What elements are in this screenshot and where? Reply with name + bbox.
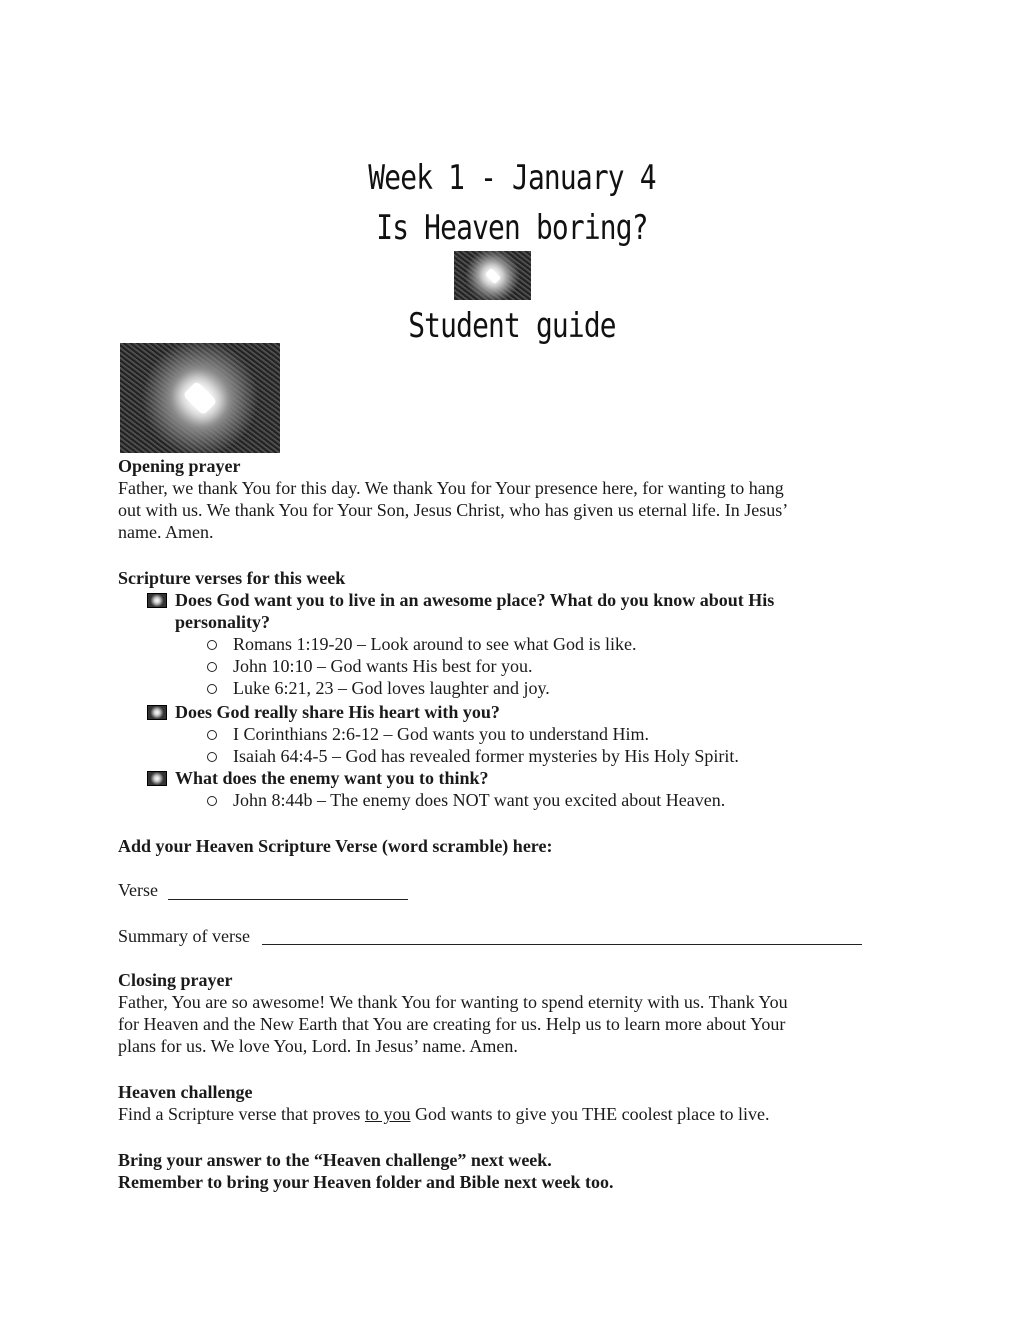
verse-blank-line[interactable]	[168, 899, 408, 900]
challenge-heading: Heaven challenge	[118, 1082, 253, 1102]
add-verse-heading: Add your Heaven Scripture Verse (word scramble) here:	[118, 836, 553, 856]
scripture-verse: Luke 6:21, 23 – God loves laughter and joy.	[233, 678, 550, 698]
sparkle-icon	[484, 267, 500, 283]
scripture-question: Does God want you to live in an awesome place? What do you know about His	[175, 590, 775, 610]
scripture-question: What does the enemy want you to think?	[175, 768, 489, 788]
picture-bullet-icon	[147, 771, 167, 786]
reminder-line: Remember to bring your Heaven folder and Bible next week too.	[118, 1172, 614, 1192]
circle-bullet-icon	[207, 796, 217, 806]
reminder-line: Bring your answer to the “Heaven challenge” next week.	[118, 1150, 552, 1170]
circle-bullet-icon	[207, 684, 217, 694]
challenge-text-before: Find a Scripture verse that proves	[118, 1104, 365, 1124]
scripture-verse: I Corinthians 2:6-12 – God wants you to understand Him.	[233, 724, 649, 744]
closing-prayer-line: plans for us. We love You, Lord. In Jesus’ name. Amen.	[118, 1036, 518, 1056]
verse-label: Verse	[118, 880, 158, 900]
title-week: Week 1 - January 4	[368, 158, 656, 198]
scripture-verse: Romans 1:19-20 – Look around to see what God is like.	[233, 634, 637, 654]
summary-blank-line[interactable]	[262, 944, 862, 945]
scripture-verse: John 10:10 – God wants His best for you.	[233, 656, 533, 676]
title-student-guide: Student guide	[408, 306, 616, 346]
opening-prayer-heading: Opening prayer	[118, 456, 241, 476]
circle-bullet-icon	[207, 752, 217, 762]
circle-bullet-icon	[207, 640, 217, 650]
closing-prayer-heading: Closing prayer	[118, 970, 233, 990]
scripture-question: personality?	[175, 612, 271, 632]
large-star-image	[120, 343, 280, 453]
small-star-image	[454, 251, 531, 300]
challenge-text-underlined: to you	[364, 1104, 411, 1124]
opening-prayer-line: name. Amen.	[118, 522, 214, 542]
challenge-text-after: God wants to give you THE coolest place to live.	[410, 1104, 770, 1124]
scripture-heading: Scripture verses for this week	[118, 568, 346, 588]
circle-bullet-icon	[207, 662, 217, 672]
closing-prayer-line: for Heaven and the New Earth that You are creating for us. Help us to learn more about Your	[118, 1014, 786, 1034]
scripture-verse: John 8:44b – The enemy does NOT want you excited about Heaven.	[233, 790, 726, 810]
opening-prayer-line: Father, we thank You for this day. We thank You for Your presence here, for wanting to hang	[118, 478, 784, 498]
picture-bullet-icon	[147, 705, 167, 720]
scripture-verse: Isaiah 64:4-5 – God has revealed former mysteries by His Holy Spirit.	[233, 746, 739, 766]
scripture-question: Does God really share His heart with you?	[175, 702, 500, 722]
sparkle-icon	[183, 381, 217, 415]
summary-label: Summary of verse	[118, 926, 250, 946]
picture-bullet-icon	[147, 593, 167, 608]
opening-prayer-line: out with us. We thank You for Your Son, Jesus Christ, who has given us eternal life. In Jesus’	[118, 500, 789, 520]
challenge-text	[118, 1103, 770, 1125]
circle-bullet-icon	[207, 730, 217, 740]
closing-prayer-line: Father, You are so awesome! We thank You for wanting to spend eternity with us. Thank You	[118, 992, 788, 1012]
title-question: Is Heaven boring?	[376, 208, 648, 248]
